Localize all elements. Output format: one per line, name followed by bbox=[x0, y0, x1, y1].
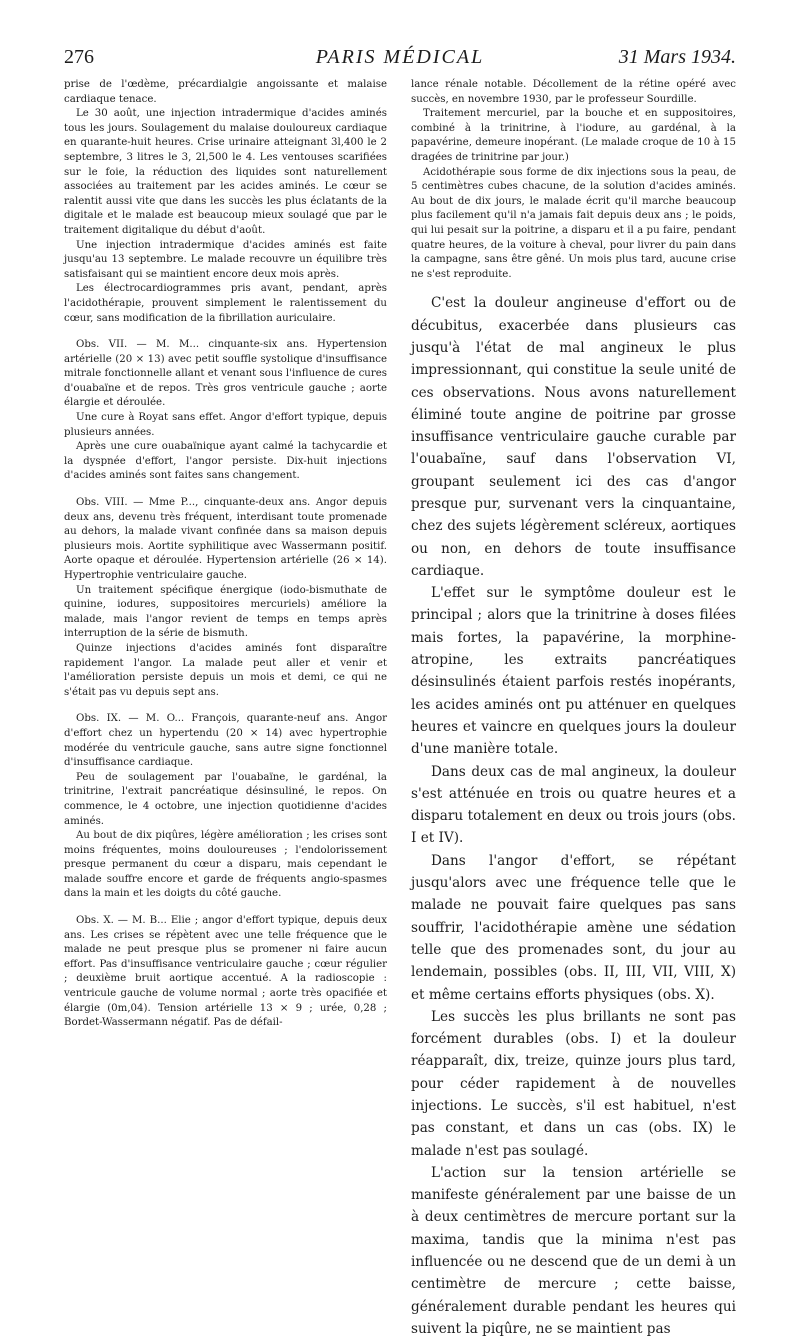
discussion-text bbox=[411, 292, 736, 1340]
left-column bbox=[64, 78, 387, 1128]
paragraph: prise de l'œdème, précardialgie angoissante et malaise cardiaque tenace. bbox=[64, 79, 387, 105]
observation-paragraph: Obs. VII. — M. M... cinquante-six ans. Hypertension artérielle (20 × 13) avec petit souffle systolique d'insuffisance mitrale fonctionnelle allant et venant sous l'influence de cures d'ouabaïne et de repos. Très gros ventricule gauche ; aorte élargie et déroulée. bbox=[64, 339, 387, 409]
paragraph: Au bout de dix piqûres, légère amélioration ; les crises sont moins fréquentes, moins douloureuses ; l'endolorissement presque permanent du cœur a disparu, mais cependant le malade souffre encore et garde de fréquents angio-spasmes dans la main et les doigts du côté gauche. bbox=[64, 830, 387, 900]
paragraph: Peu de soulagement par l'ouabaïne, le gardénal, la trinitrine, l'extrait pancréatique désinsuliné, le repos. On commence, le 4 octobre, une injection quotidienne d'acides aminés. bbox=[64, 771, 387, 827]
paragraph: Le 30 août, une injection intradermique d'acides aminés tous les jours. Soulagement du malaise douloureux cardiaque en quarante-huit heures. Crise urinaire atteignant 3l,400 le 2 septembre, 3 litres le 3, 2l,500 le 4. Les ventouses scarifiées sur le foie, la réduction des liquides sont naturellement associées au traitement par les acides aminés. Le cœur se ralentit aussi vite que dans les succès les plus éclatants de la digitale et le malade est beaucoup mieux soulagé que par le traitement digitalique du début d'août. bbox=[64, 108, 387, 236]
paragraph: Les succès les plus brillants ne sont pas forcément durables (obs. I) et la douleur réapparaît, dix, treize, quinze jours plus tard, pour céder rapidement à de nouvelles injections. Le succès, s'il est habituel, n'est pas constant, et dans un cas (obs. IX) le malade n'est pas soulagé. bbox=[411, 1008, 736, 1159]
paragraph: Quinze injections d'acides aminés font disparaître rapidement l'angor. La malade peut aller et venir et l'amélioration persiste depuis un mois et demi, ce qui ne s'était pas vu depuis sept ans. bbox=[64, 642, 387, 698]
paragraph: L'effet sur le symptôme douleur est le principal ; alors que la trinitrine à doses filées mais fortes, la papavérine, la morphine-atropine, les extraits pancréatiques désinsulinés étaient parfois restés inopérants, les acides aminés ont pu atténuer en quelques heures et vaincre en quelques jours la douleur d'une manière totale. bbox=[411, 585, 736, 758]
page-number: 276 bbox=[64, 46, 94, 68]
paragraph: Dans deux cas de mal angineux, la douleur s'est atténuée en trois ou quatre heures et a disparu totalement en deux ou trois jours (obs. I et IV). bbox=[411, 763, 736, 847]
observation-paragraph: Obs. X. — M. B... Elie ; angor d'effort typique, depuis deux ans. Les crises se répètent avec une telle fréquence que le malade ne peut presque plus se promener ni faire aucun effort. Pas d'insuffisance ventriculaire gauche ; cœur régulier ; deuxième bruit aortique accentué. A la radioscopie : ventricule gauche de volume normal ; aorte très opacifiée et élargie (0m,04). Tension artérielle 13 × 9 ; urée, 0,28 ; Bordet-Wassermann négatif. Pas de défail- bbox=[64, 915, 387, 1029]
page-header bbox=[64, 46, 736, 76]
paragraph: C'est la douleur angineuse d'effort ou de décubitus, exacerbée dans plusieurs cas jusqu'à l'état de mal angineux le plus impressionnant, qui constitue la seule unité de ces observations. Nous avons naturellement éliminé toute angine de poitrine par grosse insuffisance ventriculaire gauche curable par l'ouabaïne, sauf dans l'observation VI, groupant seulement ici des cas d'angor presque pur, survenant vers la cinquantaine, chez des sujets légèrement scléreux, aortiques ou non, en dehors de toute insuffisance cardiaque. bbox=[411, 295, 736, 579]
paragraph: Une injection intradermique d'acides aminés est faite jusqu'au 13 septembre. Le malade recouvre un équilibre très satisfaisant qui se maintient encore deux mois après. bbox=[64, 239, 387, 280]
observation-continuation bbox=[411, 78, 736, 282]
paragraph: Une cure à Royat sans effet. Angor d'effort typique, depuis plusieurs années. bbox=[64, 412, 387, 438]
paragraph: Traitement mercuriel, par la bouche et en suppositoires, combiné à la trinitrine, à l'iodure, au gardénal, à la papavérine, demeure inopérant. (Le malade croque de 10 à 15 dragées de trinitrine par jour.) bbox=[411, 108, 736, 163]
issue-date: 31 Mars 1934. bbox=[618, 46, 736, 68]
paragraph: L'action sur la tension artérielle se manifeste généralement par une baisse de un à deux centimètres de mercure portant sur la maxima, tandis que la minima n'est pas influencée ou ne descend que de un demi à un centimètre de mercure ; cette baisse, généralement durable pendant les heures qui suivent la piqûre, ne se maintient pas bbox=[411, 1164, 736, 1337]
paragraph: Les électrocardiogrammes pris avant, pendant, après l'acidothérapie, prouvent simplement le ralentissement du cœur, sans modification de la fibrillation auriculaire. bbox=[64, 283, 387, 324]
paragraph: Acidothérapie sous forme de dix injections sous la peau, de 5 centimètres cubes chacune, de la solution d'acides aminés. Au bout de dix jours, le malade écrit qu'il marche beaucoup plus facilement qu'il n'a jamais fait depuis deux ans ; le poids, qui lui pesait sur la poitrine, a disparu et il a pu faire, pendant quatre heures, de la voiture à cheval, pour livrer du pain dans la campagne, sans être gêné. Un mois plus tard, aucune crise ne s'est reproduite. bbox=[411, 166, 736, 280]
paragraph: lance rénale notable. Décollement de la rétine opéré avec succès, en novembre 1930, par le professeur Sourdille. bbox=[411, 79, 736, 105]
paragraph: Dans l'angor d'effort, se répétant jusqu'alors avec une fréquence telle que le malade ne pouvait faire quelques pas sans souffrir, l'acidothérapie amène une sédation telle que des promenades sont, du jour au lendemain, possibles (obs. II, III, VII, VIII, X) et même certains efforts physiques (obs. X). bbox=[411, 852, 736, 1003]
paragraph: Après une cure ouabaïnique ayant calmé la tachycardie et la dyspnée d'effort, l'angor persiste. Dix-huit injections d'acides aminés sont faites sans changement. bbox=[64, 441, 387, 482]
right-column bbox=[411, 78, 736, 1337]
observation-paragraph: Obs. VIII. — Mme P..., cinquante-deux ans. Angor depuis deux ans, devenu très fréquent, interdisant toute promenade au dehors, la malade vivant confinée dans sa maison depuis plusieurs mois. Aortite syphilitique avec Wassermann positif. Aorte opaque et déroulée. Hypertension artérielle (26 × 14). Hypertrophie ventriculaire gauche. bbox=[64, 497, 387, 581]
journal-title: PARIS MÉDICAL bbox=[315, 46, 485, 68]
observation-paragraph: Obs. IX. — M. O... François, quarante-neuf ans. Angor d'effort chez un hypertendu (20 × 14) avec hypertrophie modérée du ventricule gauche, sans autre signe fonctionnel d'insuffisance cardiaque. bbox=[64, 713, 387, 769]
paragraph: Un traitement spécifique énergique (iodo-bismuthate de quinine, iodures, suppositoires mercuriels) améliore la malade, mais l'angor revient de temps en temps après interruption de la série de bismuth. bbox=[64, 584, 387, 640]
